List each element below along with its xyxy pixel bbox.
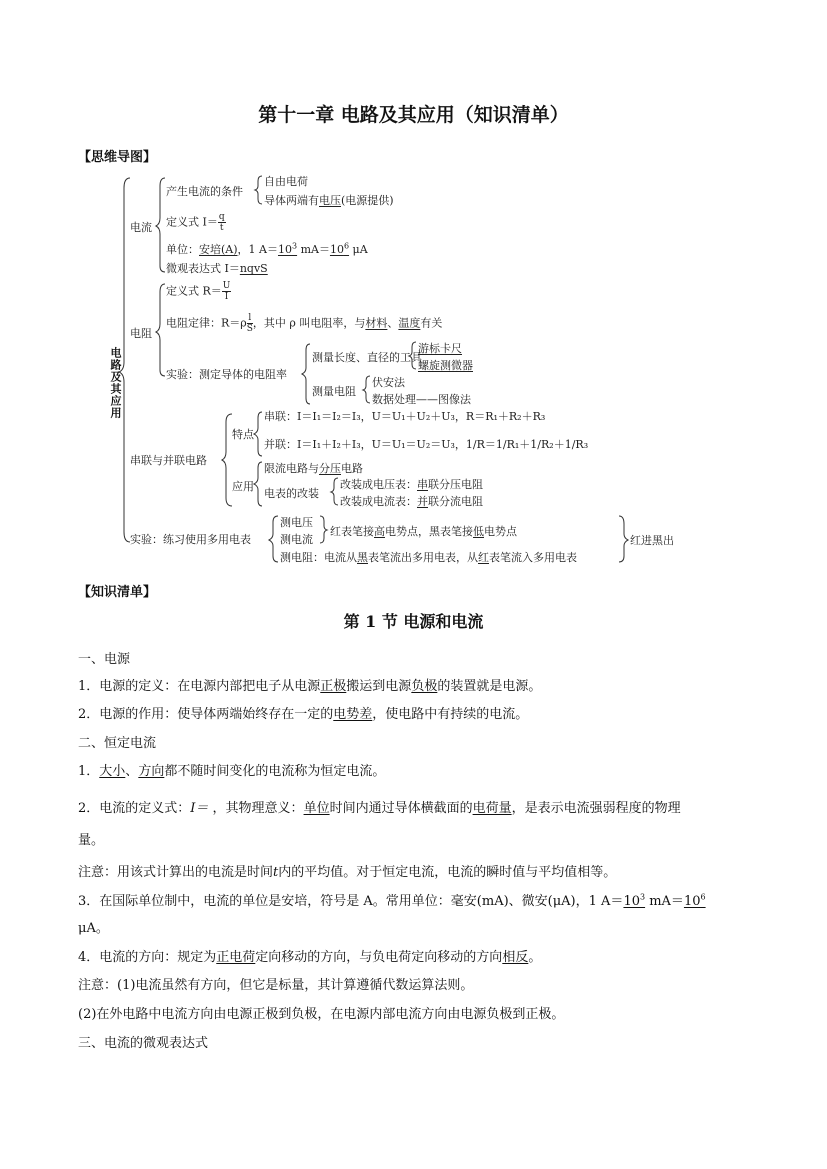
- mm-cond-2: 导体两端有电压(电源提供): [264, 194, 394, 207]
- para-unit: 3．在国际单位制中，电流的单位是安培，符号是 A。常用单位：毫安(mA)、微安(μA)，1 $A=10^3$ $mA=10^6$: [78, 892, 706, 909]
- mm-cond-1: 自由电荷: [264, 175, 308, 188]
- knowledge-heading: 【知识清单】: [78, 585, 157, 600]
- mm-current-def-frac: $\frac{q}{t}$: [218, 212, 225, 233]
- mm-resistance-law: 电阻定律：R＝ρ $\frac{l}{S}$ ，其中 ρ 叫电阻率，与材料、温度有关: [166, 313, 443, 334]
- mm-resistance-law-frac: $\frac{l}{S}$: [246, 313, 253, 334]
- heading-steady-current: 二、恒定电流: [78, 736, 157, 751]
- mm-current-def: 定义式 I＝ $\frac{q}{t}$: [166, 212, 225, 233]
- heading-power-source: 一、电源: [78, 652, 131, 667]
- mm-meter-label: 电表的改装: [264, 487, 319, 500]
- mm-meter-2: 改装成电流表：并联分流电阻: [340, 495, 483, 508]
- mm-meas-label: 测量电阻: [312, 385, 356, 398]
- mm-multimeter-m1: 测电压: [280, 516, 313, 529]
- mm-resistance-exp: 实验：测定导体的电阻率: [166, 368, 287, 381]
- note-average: 注意：用该式计算出的电流是时间t内的平均值。对于恒定电流，电流的瞬时值与平均值相等。: [78, 865, 617, 880]
- mm-parallel-formula: 并联：I＝I₁＋I₂＋I₃，U＝U₁＝U₂＝U₃，1/R＝1/R₁＋1/R₂＋1/R₃: [264, 438, 589, 451]
- mm-feature-label: 特点: [232, 428, 254, 441]
- mm-tool-1: 游标卡尺: [418, 342, 462, 355]
- mm-meas-2: 数据处理——图像法: [372, 393, 471, 406]
- mindmap-heading: 【思维导图】: [78, 150, 157, 165]
- mm-multimeter-label: 实验：练习使用多用电表: [130, 533, 251, 546]
- mm-meter-1: 改装成电压表：串联分压电阻: [340, 478, 483, 491]
- para-current-def-cont: 量。: [78, 833, 105, 848]
- mindmap-root: 电路及其应用: [109, 347, 122, 419]
- mm-current-unit: 单位：安培(A)，1 $A=10^3$ $mA=10^6$ μA: [166, 241, 368, 256]
- mm-resistance-def-frac: $\frac{U}{I}$: [222, 281, 231, 302]
- mm-resistance-def: 定义式 R＝ $\frac{U}{I}$: [166, 281, 231, 302]
- para-steady-def: 1．大小、方向都不随时间变化的电流称为恒定电流。: [78, 764, 386, 779]
- para-unit-cont: μA。: [78, 921, 109, 936]
- note-scalar: 注意：(1)电流虽然有方向，但它是标量，其计算遵循代数运算法则。: [78, 978, 474, 993]
- mm-multimeter-tail: 红进黑出: [630, 534, 674, 547]
- note-direction: (2)在外电路中电流方向由电源正极到负极，在电源内部电流方向由电源负极到正极。: [78, 1007, 565, 1022]
- para-direction: 4．电流的方向：规定为正电荷定向移动的方向，与负电荷定向移动的方向相反。: [78, 950, 542, 965]
- mm-meas-1: 伏安法: [372, 376, 405, 389]
- mm-multimeter-m3: 测电阻：电流从黑表笔流出多用电表，从红表笔流入多用电表: [280, 551, 577, 564]
- mm-multimeter-m2: 测电流: [280, 533, 313, 546]
- mm-app-1: 限流电路与分压电路: [264, 462, 363, 475]
- mm-tool-label: 测量长度、直径的工具: [312, 351, 422, 364]
- mm-current-micro: 微观表达式 I＝nqvS: [166, 262, 268, 275]
- mm-series-formula: 串联：I＝I₁＝I₂＝I₃，U＝U₁＋U₂＋U₃，R＝R₁＋R₂＋R₃: [264, 410, 546, 423]
- mm-resistance-label: 电阻: [130, 327, 152, 340]
- heading-micro: 三、电流的微观表达式: [78, 1036, 209, 1051]
- mm-multimeter-rule: 红表笔接高电势点，黑表笔接低电势点: [330, 525, 517, 538]
- mm-series-label: 串联与并联电路: [130, 454, 207, 467]
- mm-current-cond-label: 产生电流的条件: [166, 185, 243, 198]
- mm-app-label: 应用: [232, 480, 254, 493]
- para-source-role: 2．电源的作用：使导体两端始终存在一定的电势差，使电路中有持续的电流。: [78, 707, 529, 722]
- page-title: 第十一章 电路及其应用（知识清单）: [258, 104, 569, 126]
- para-source-def: 1．电源的定义：在电源内部把电子从电源正极搬运到电源负极的装置就是电源。: [78, 679, 542, 694]
- para-current-def: 2．电流的定义式：I＝ ，其物理意义：单位时间内通过导体横截面的电荷量，是表示电流强弱程度的物理: [78, 801, 681, 816]
- mm-current-label: 电流: [130, 221, 152, 234]
- mm-tool-2: 螺旋测微器: [418, 359, 473, 372]
- section-title: 第 1 节 电源和电流: [343, 612, 484, 631]
